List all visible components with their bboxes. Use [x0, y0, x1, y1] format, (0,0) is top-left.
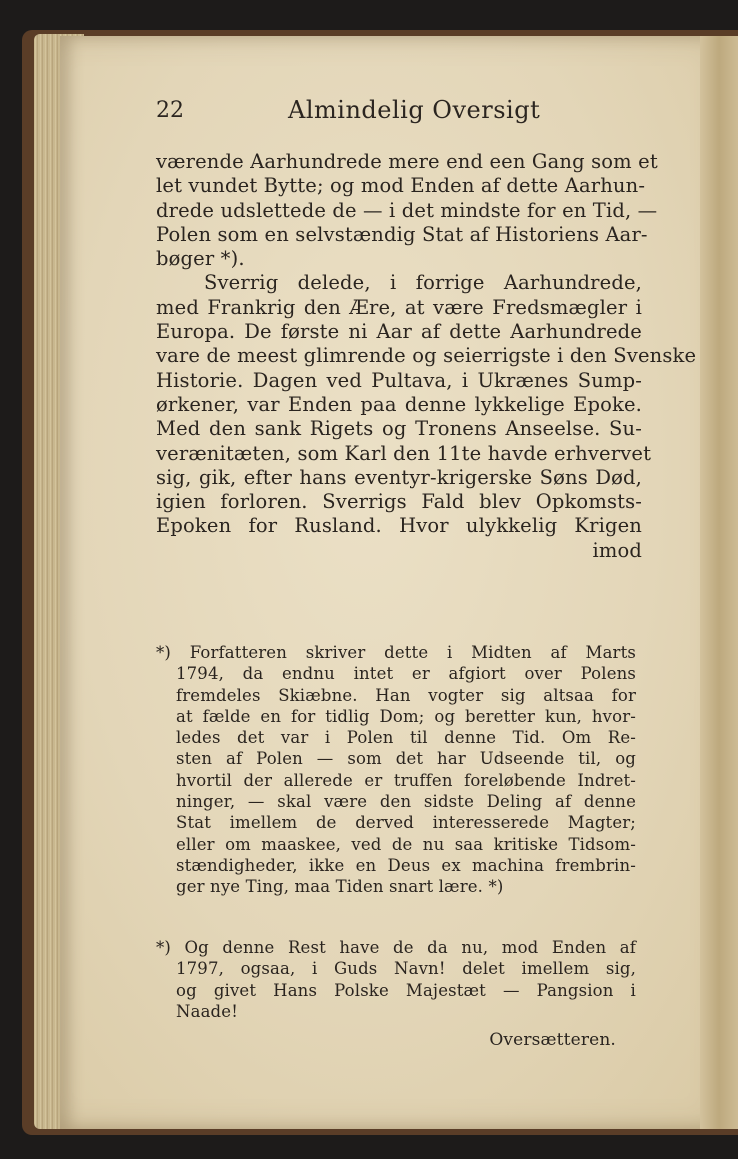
body-line: Sverrig delede, i forrige Aarhundrede, — [204, 271, 642, 295]
footnote-line: eller om maaskee, ved de nu saa kritiske Tidsom- — [176, 834, 636, 854]
translator-signature: Oversætteren. — [489, 1030, 616, 1051]
footnote-line: *) Forfatteren skriver dette i Midten af Marts — [156, 643, 636, 662]
body-line: Historie. Dagen ved Pultava, i Ukrænes Sump- — [156, 368, 642, 392]
body-line: Polen som en selvstændig Stat af Historiens Aar- — [156, 222, 648, 246]
body-line: igien forloren. Sverrigs Fald blev Opkomsts- — [156, 490, 642, 514]
footnote-line: hvortil der allerede er truffen foreløbende Indret- — [176, 770, 636, 790]
body-line: ørkener, var Enden paa denne lykkelige Epoke. — [156, 392, 642, 416]
body-line: med Frankrig den Ære, at være Fredsmægler i — [156, 295, 642, 319]
page-number: 22 — [156, 98, 184, 123]
body-line: vare de meest glimrende og seierrigste i den Svenske — [156, 344, 697, 368]
running-title: Almindelig Oversigt — [288, 96, 541, 124]
footnote-2 — [156, 937, 636, 1051]
body-line: Epoken for Rusland. Hvor ulykkelig Krigen — [156, 514, 642, 538]
page-gutter — [700, 36, 738, 1129]
footnote-line: Naade! — [176, 1001, 238, 1021]
body-line: Europa. De første ni Aar af dette Aarhundrede — [156, 320, 642, 344]
footnote-line: fremdeles Skiæbne. Han vogter sig altsaa for — [176, 685, 636, 705]
footnote-line: sten af Polen — som det har Udseende til, og — [176, 749, 636, 769]
footnote-line: at fælde en for tidlig Dom; og beretter kun, hvor- — [176, 706, 636, 726]
body-line: værende Aarhundrede mere end een Gang som et — [156, 150, 658, 173]
footnote-line: ninger, — skal være den sidste Deling af denne — [176, 792, 636, 812]
footnote-line: *) Og denne Rest have de da nu, mod Enden af — [156, 938, 636, 957]
body-line: Med den sank Rigets og Tronens Anseelse. Su- — [156, 417, 642, 441]
footnote-line: stændigheder, ikke en Deus ex machina frembrin- — [176, 855, 636, 875]
body-line: verænitæten, som Karl den 11te havde erhvervet — [156, 441, 652, 465]
footnote-line: Stat imellem de derved interesserede Magter; — [176, 813, 636, 833]
page-header — [156, 92, 676, 132]
body-line: drede udslettede de — i det mindste for en Tid, — — [156, 198, 658, 222]
footnote-1 — [156, 642, 636, 898]
body-line: sig, gik, efter hans eventyr-krigerske Søns Død, — [156, 465, 642, 489]
footnote-line: og givet Hans Polske Majestæt — Pangsion i — [176, 980, 636, 1000]
footnote-line: ledes det var i Polen til denne Tid. Om Re- — [176, 728, 636, 748]
footnote-line: ger nye Ting, maa Tiden snart lære. *) — [176, 877, 504, 897]
footnote-line: 1794, da endnu intet er afgiort over Polens — [176, 664, 636, 684]
catchword: imod — [592, 538, 642, 562]
footnote-line: 1797, ogsaa, i Guds Navn! delet imellem sig, — [176, 959, 636, 979]
body-line: bøger *). — [156, 247, 245, 271]
body-line: let vundet Bytte; og mod Enden af dette Aarhun- — [156, 174, 646, 198]
body-text — [156, 150, 697, 563]
